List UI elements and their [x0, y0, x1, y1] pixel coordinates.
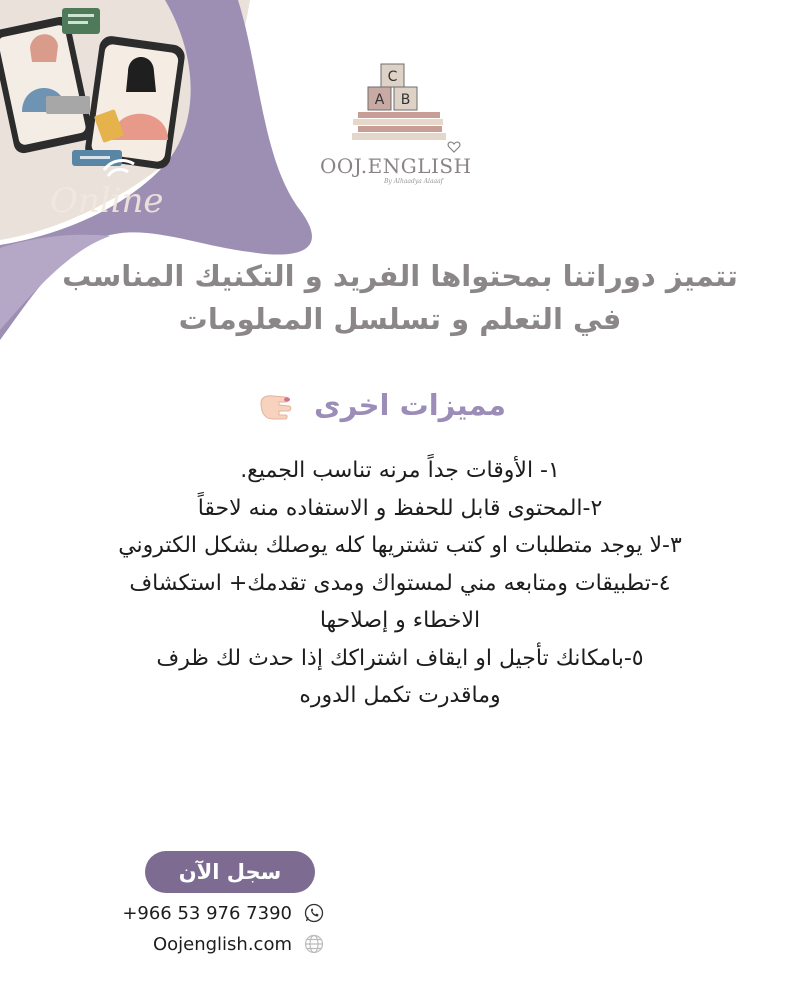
- headline-line: في التعلم و تسلسل المعلومات: [178, 302, 622, 336]
- brand-logo: [320, 58, 480, 198]
- feature-line: الاخطاء و إصلاحها: [319, 608, 481, 633]
- feature-line: ٣-لا يوجد متطلبات او كتب تشتريها كله يوصلك بشكل الكتروني: [118, 533, 682, 558]
- register-now-button[interactable]: سجل الآن: [145, 851, 315, 893]
- svg-text:B: B: [400, 92, 411, 108]
- headline: [60, 255, 740, 341]
- feature-line: ٢-المحتوى قابل للحفظ و الاستفاده منه لاحقاً: [197, 495, 603, 521]
- website-link[interactable]: Oojenglish.com: [152, 934, 292, 955]
- phone-number[interactable]: +966 53 976 7390: [122, 903, 292, 924]
- globe-icon: [303, 933, 325, 955]
- heart-icon: [448, 142, 460, 152]
- feature-line: وماقدرت تكمل الدوره: [299, 683, 501, 708]
- feature-line: ١- الأوقات جداً مرنه تناسب الجميع.: [240, 458, 560, 483]
- features-title: مميزات اخرى: [314, 388, 506, 422]
- logo-signature: By Alhaadya Alaaaf: [384, 178, 443, 185]
- svg-text:A: A: [374, 92, 385, 108]
- features-list: [60, 452, 740, 715]
- logo-blocks-books: [320, 58, 480, 168]
- svg-text:C: C: [387, 69, 398, 85]
- online-script: Online: [50, 181, 164, 221]
- feature-line: ٥-بامكانك تأجيل او ايقاف اشتراكك إذا حدث لك ظرف: [156, 645, 644, 671]
- headline-line: تتميز دوراتنا بمحتواها الفريد و التكنيك المناسب: [62, 259, 738, 293]
- pointing-hand-icon: [255, 387, 295, 427]
- whatsapp-icon: [303, 902, 325, 924]
- logo-text: OOJ.ENGLISH: [320, 154, 472, 178]
- feature-line: ٤-تطبيقات ومتابعه مني لمستواك ومدى تقدمك+ استكشاف: [129, 570, 671, 596]
